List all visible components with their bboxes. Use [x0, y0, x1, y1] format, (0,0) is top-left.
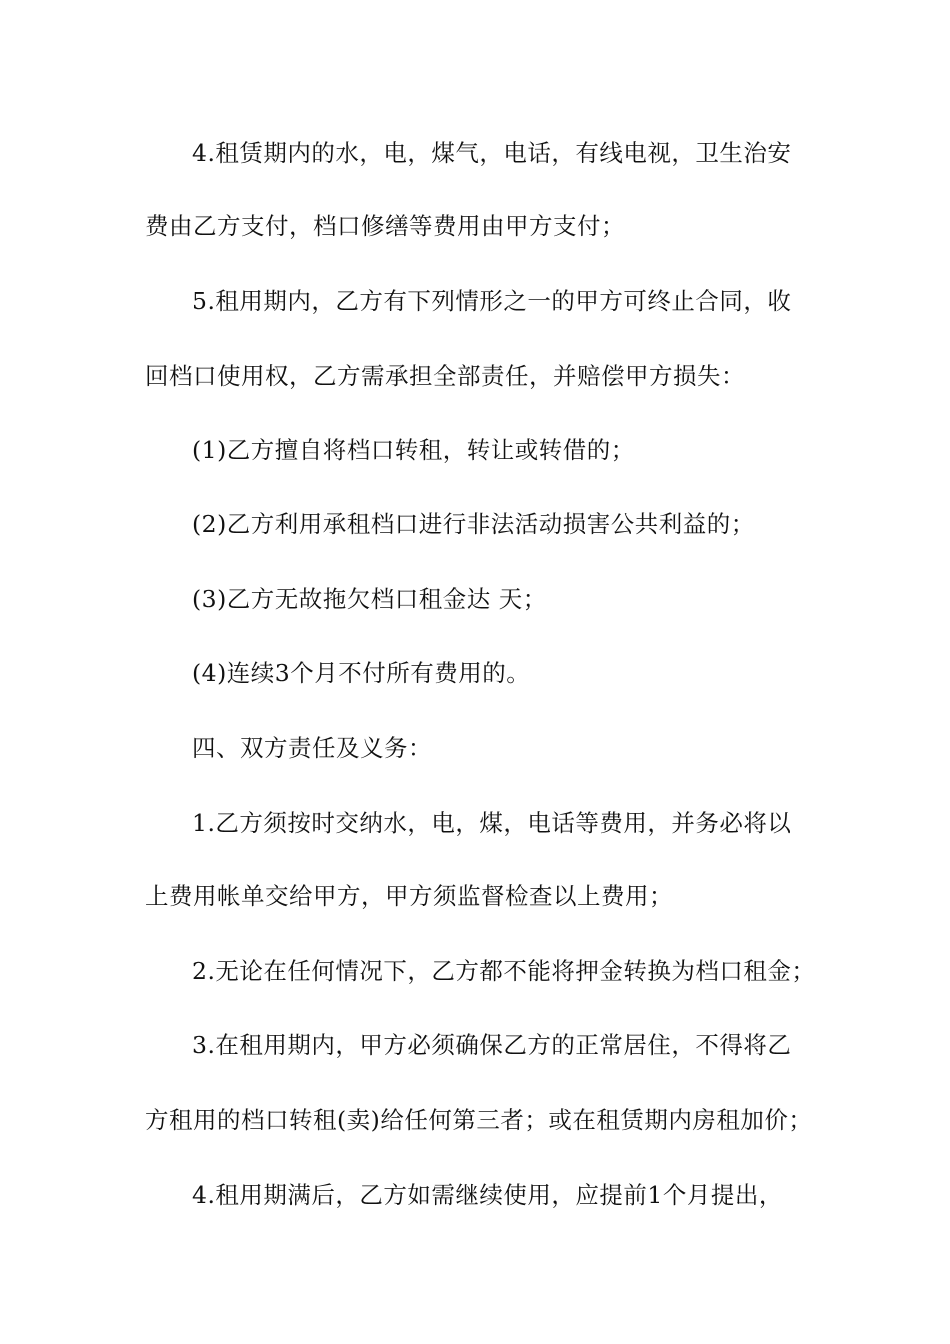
paragraph-line: 5.租用期内，乙方有下列情形之一的甲方可终止合同，收: [192, 287, 792, 315]
list-item: (1)乙方擅自将档口转租，转让或转借的；: [192, 436, 635, 464]
list-item: (2)乙方利用承租档口进行非法活动损害公共利益的；: [192, 510, 755, 538]
section-heading: 四、双方责任及义务：: [192, 734, 432, 762]
paragraph-line: 费由乙方支付，档口修缮等费用由甲方支付；: [145, 212, 625, 240]
paragraph-line: 3.在租用期内，甲方必须确保乙方的正常居住，不得将乙: [192, 1031, 792, 1059]
paragraph-line: 回档口使用权，乙方需承担全部责任，并赔偿甲方损失：: [145, 362, 745, 390]
paragraph-line: 方租用的档口转租(卖)给任何第三者；或在租赁期内房租加价；: [145, 1106, 813, 1134]
paragraph-line: 4.租用期满后，乙方如需继续使用，应提前1个月提出，: [192, 1181, 783, 1209]
paragraph-line: 2.无论在任何情况下，乙方都不能将押金转换为档口租金；: [192, 957, 816, 985]
list-item: (4)连续3个月不付所有费用的。: [192, 659, 531, 687]
paragraph-line: 4.租赁期内的水，电，煤气，电话，有线电视，卫生治安: [192, 139, 792, 167]
paragraph-line: 1.乙方须按时交纳水，电，煤，电话等费用，并务必将以: [192, 809, 792, 837]
list-item: (3)乙方无故拖欠档口租金达 天；: [192, 585, 547, 613]
paragraph-line: 上费用帐单交给甲方，甲方须监督检查以上费用；: [145, 882, 673, 910]
